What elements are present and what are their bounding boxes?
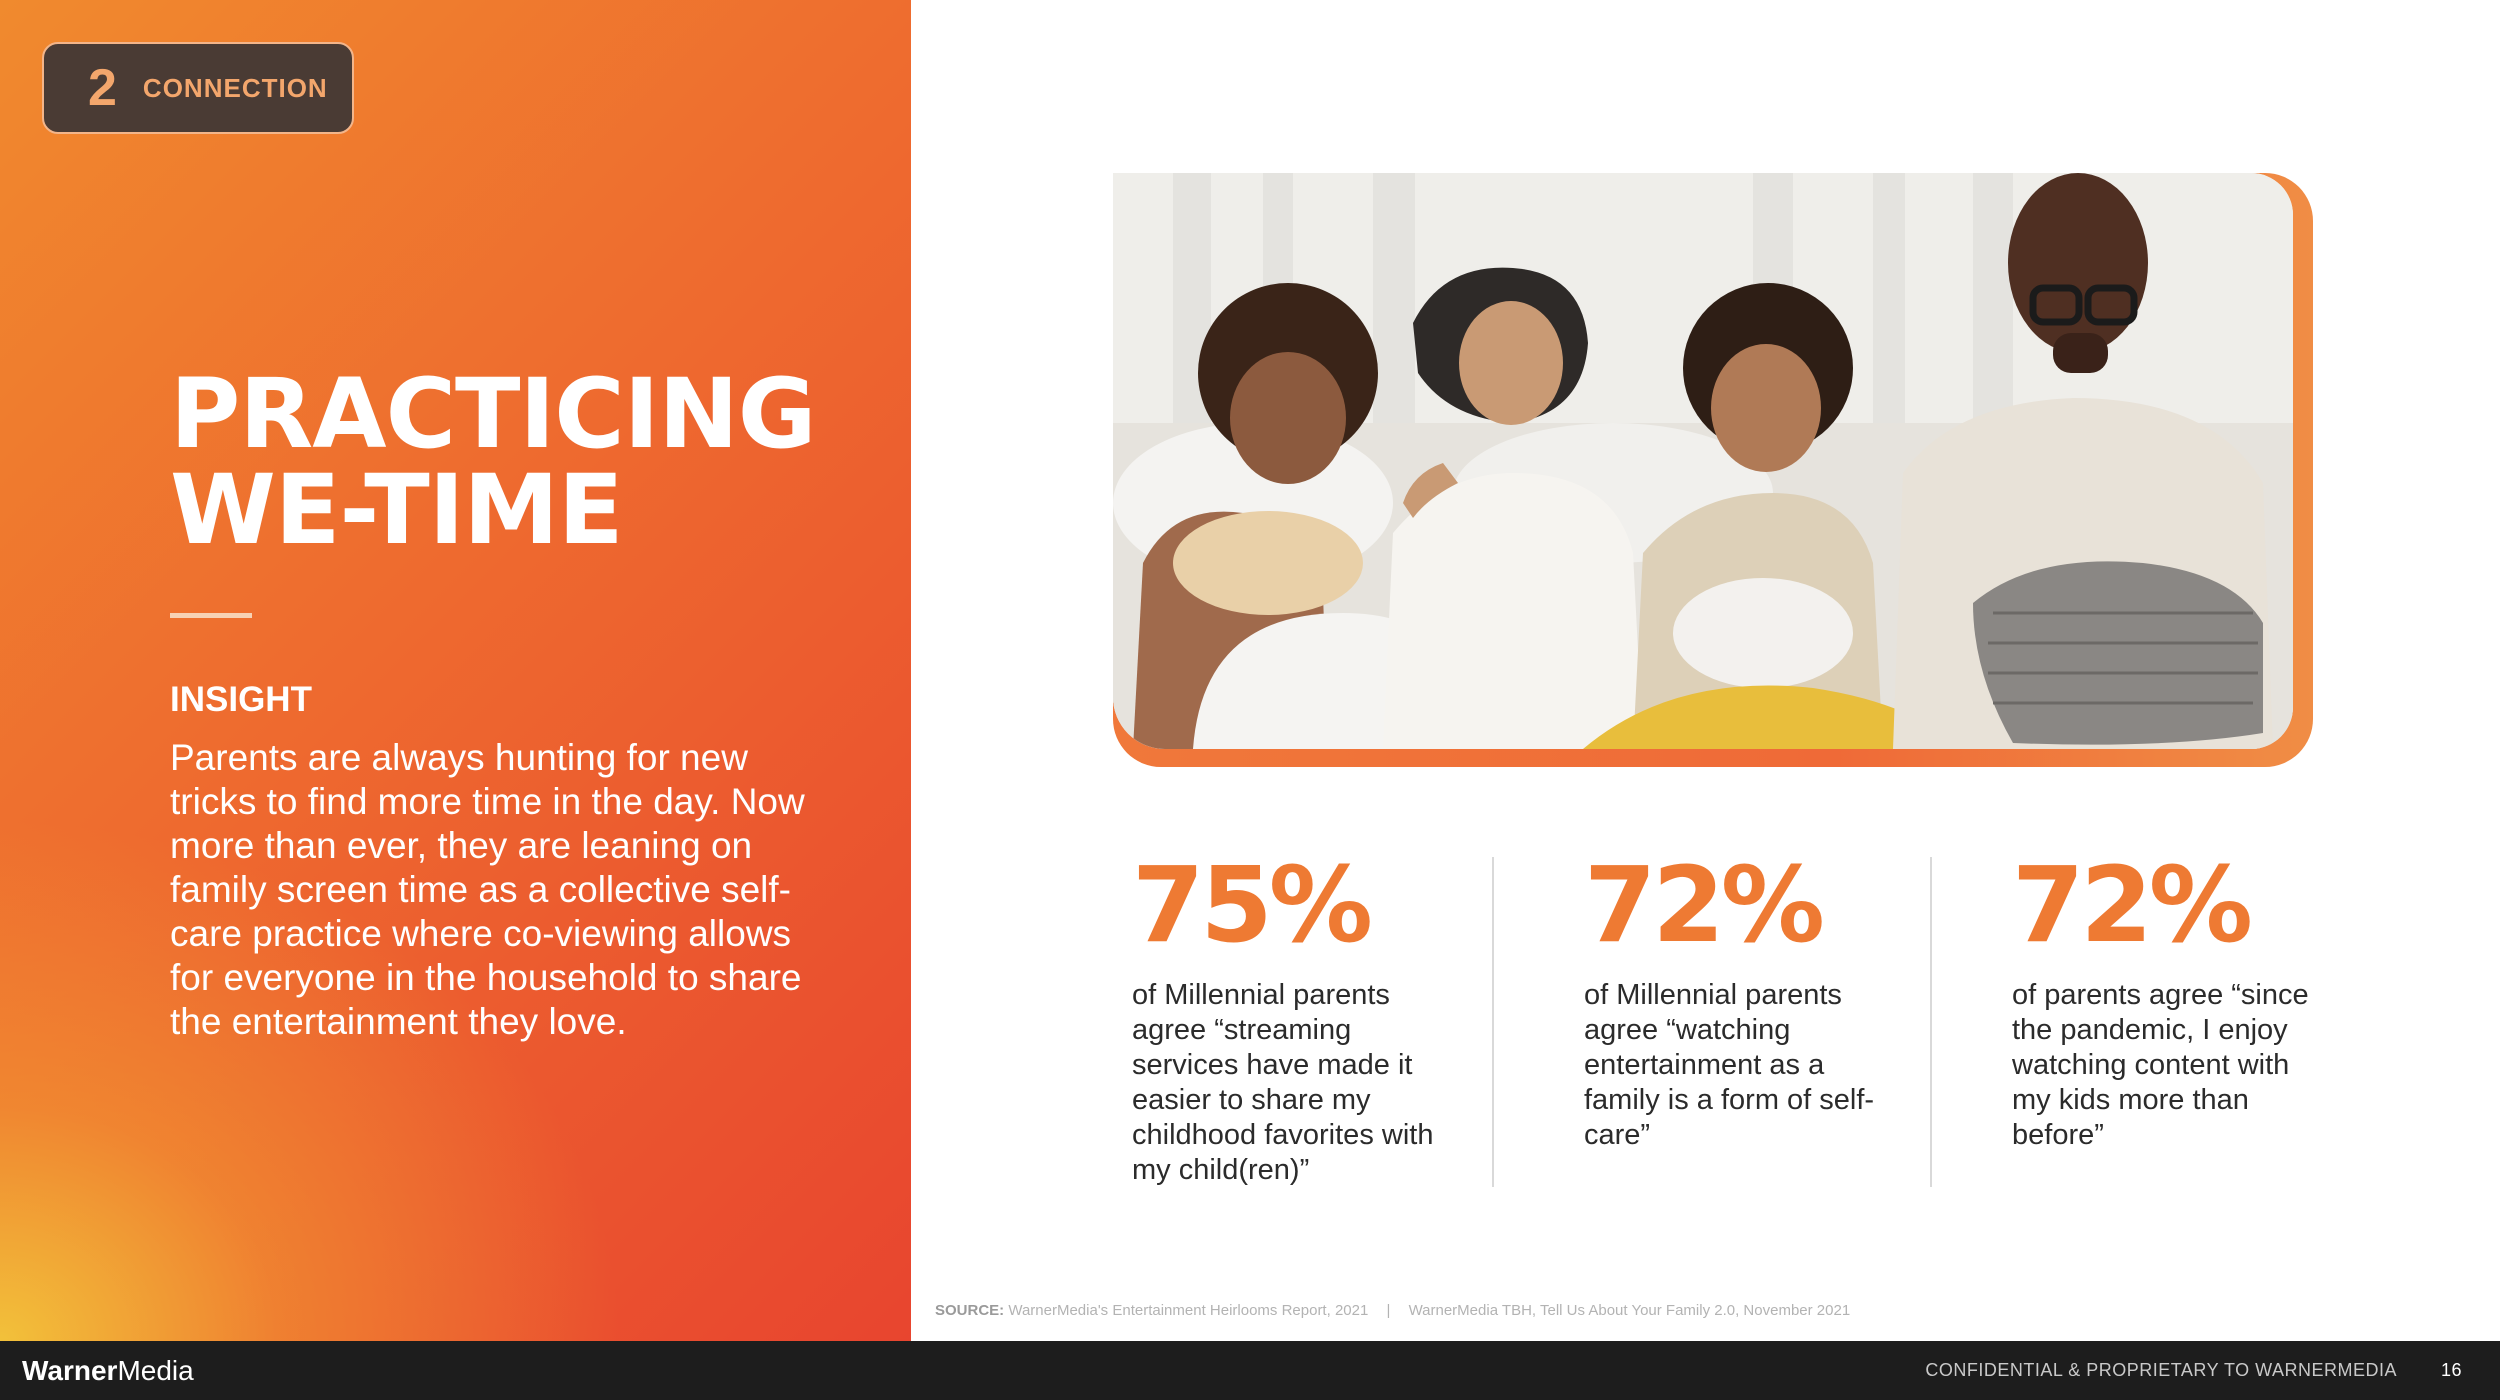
- footer-right: [1925, 1360, 2462, 1381]
- page-number: 16: [2440, 1360, 2462, 1380]
- stat-description: of parents agree “since the pandemic, I enjoy watching content with my kids more than before”: [2012, 979, 2309, 1151]
- stat-divider: [1930, 857, 1932, 1187]
- brand-bold: Warner: [22, 1354, 118, 1386]
- brand-regular: Media: [117, 1354, 194, 1386]
- source-label: SOURCE:: [935, 1302, 1005, 1319]
- stat-value: 75%: [1132, 844, 1369, 966]
- left-panel: [0, 0, 911, 1341]
- footer-bar: [0, 1341, 2500, 1400]
- insight-text: Parents are always hunting for new tricks to find more time in the day. Now more than ever, they are leaning on family screen time as a collective self-care practice where co-viewing allows for everyone in the household to share the entertainment they love.: [170, 737, 805, 1042]
- stat-card-2: [1584, 844, 1894, 1153]
- insight-label: INSIGHT: [170, 680, 312, 719]
- title-divider: [170, 613, 252, 618]
- source-ref-2: WarnerMedia TBH, Tell Us About Your Family 2.0, November 2021: [1408, 1302, 1851, 1319]
- confidential-notice: CONFIDENTIAL & PROPRIETARY TO WARNERMEDIA: [1925, 1360, 2397, 1380]
- family-photo: [1113, 173, 2293, 749]
- stat-description: of Millennial parents agree “streaming services have made it easier to share my childhood favorites with my child(ren)”: [1132, 979, 1434, 1186]
- section-number: 2: [88, 59, 117, 117]
- stat-value: 72%: [1584, 844, 1821, 966]
- family-photo-illustration: [1113, 173, 2293, 749]
- page-title-line-2: WE-TIME: [170, 454, 623, 566]
- stat-divider: [1492, 857, 1494, 1187]
- section-label: CONNECTION: [142, 72, 328, 103]
- stat-description: of Millennial parents agree “watching entertainment as a family is a form of self-care”: [1584, 979, 1875, 1151]
- stat-card-3: [2012, 844, 2332, 1153]
- page-title: [170, 358, 816, 566]
- stat-value: 72%: [2012, 844, 2249, 966]
- source-separator: |: [1386, 1302, 1391, 1319]
- page-title-line-1: PRACTICING: [170, 358, 816, 470]
- source-ref-1: WarnerMedia's Entertainment Heirlooms Report, 2021: [1008, 1302, 1369, 1319]
- stat-card-1: [1132, 844, 1452, 1188]
- warnermedia-logo: [22, 1355, 194, 1387]
- source-citation: [935, 1302, 1850, 1319]
- section-tag: [42, 42, 354, 134]
